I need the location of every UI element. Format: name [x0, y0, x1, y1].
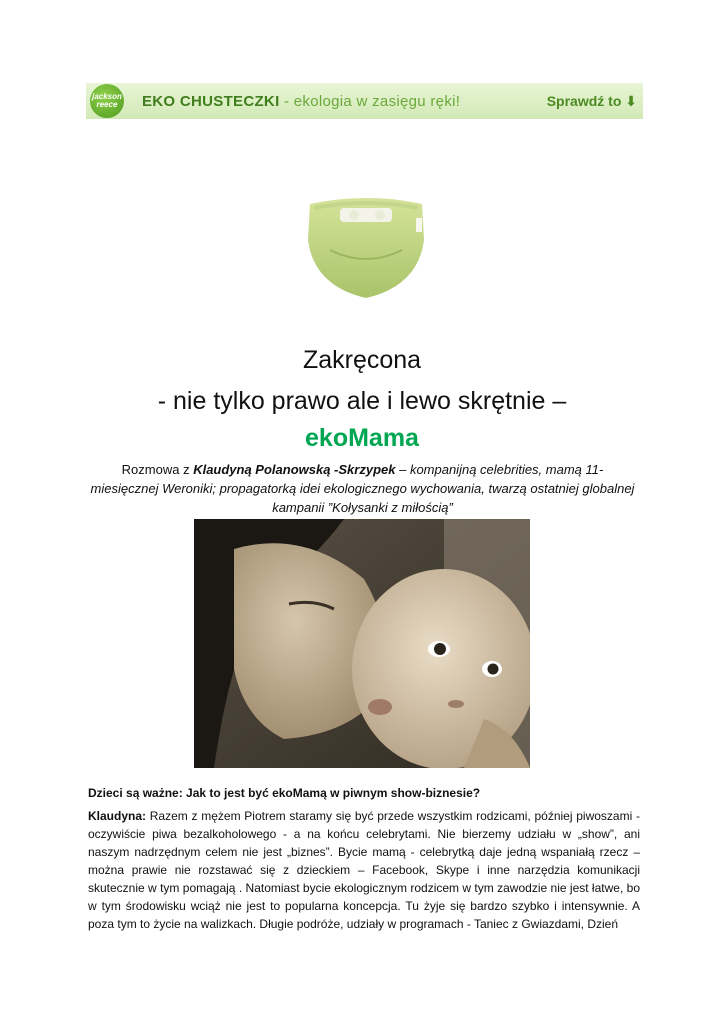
diaper-image — [300, 190, 432, 302]
mother-baby-photo — [194, 519, 530, 768]
intro-lead: Rozmowa z — [121, 462, 194, 477]
article-title-line-3: ekoMama — [305, 424, 419, 452]
banner-slogan: - ekologia w zasięgu ręki! — [279, 92, 461, 110]
jackson-reece-logo — [90, 84, 124, 118]
interview-question: Dzieci są ważne: Jak to jest być ekoMamą w piwnym show-biznesie? — [88, 786, 481, 800]
article-intro — [90, 460, 635, 517]
answer-speaker: Klaudyna: — [88, 809, 147, 823]
banner-cta-button[interactable]: Sprawdź to ⬇ — [546, 92, 637, 109]
answer-text: Razem z mężem Piotrem staramy się być przede wszystkim rodzicami, później piwoszami - oczywiście piwa bezalkoholowego - a na końcu celebrytami. Nie bierzemy udziału w „show”, ani naszym nadrzędnym celem nie jest „biznes”. Bycie mamą - celebrytką daje jedną wspaniałą rzecz – można prawie nie rozstawać się z dzieckiem – Facebook, Skype i inne narzędzia komunikacji skutecznie w tym pomagają . Natomiast bycie ekologicznym rodzicem w tym zawodzie nie jest łatwe, bo w tym środowisku wciąż nie jest to popularna koncepcja. Tu żyje się bardzo szybko i intensywnie. A poza tym to życie na walizkach. Długie podróże, udziały w programach - Taniec z Gwiazdami, Dzień — [88, 809, 640, 931]
banner-brand: EKO CHUSTECZKI — [142, 92, 280, 110]
logo-text-1: jackson — [92, 92, 122, 101]
ad-banner[interactable] — [86, 83, 643, 119]
interview-answer — [88, 807, 640, 933]
intro-description: – kompanijną celebrities, mamą 11-miesięcznej Weroniki; propagatorką idei ekologicznego wychowania, twarzą ostatniej globalnej kampanii ”Kołysanki z miłością” — [90, 462, 635, 515]
banner-headline — [142, 93, 460, 110]
intro-name: Klaudyną Polanowską -Skrzypek — [193, 462, 396, 477]
article-title-line-2: - nie tylko prawo ale i lewo skrętnie – — [157, 387, 567, 415]
logo-text-2: reece — [96, 100, 118, 109]
article-title-line-1: Zakręcona — [302, 346, 422, 374]
